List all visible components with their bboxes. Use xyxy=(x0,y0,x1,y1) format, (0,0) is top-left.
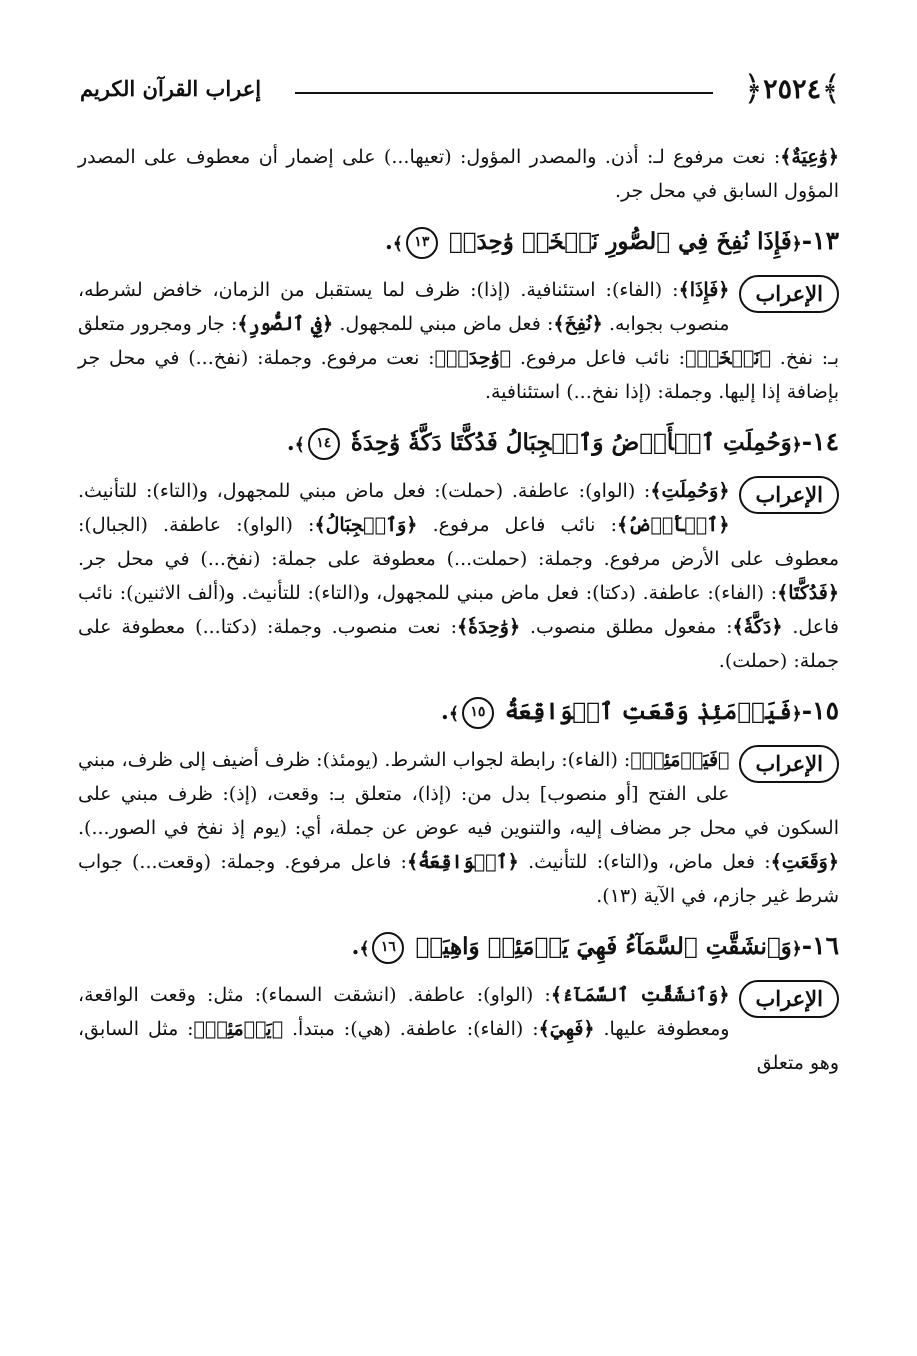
irab-paragraph xyxy=(78,978,839,1080)
verse-heading: ١٣-﴿فَإِذَا نُفِخَ فِي ٱلصُّورِ نَفۡخَةٞ وَٰحِدَةٞ ١٣﴾. xyxy=(78,222,839,263)
commentary-text: : (الفاء): عاطفة. (دكتا): فعل ماض مبني للمجهول، و(التاء): للتأنيث. و(ألف الاثنين): نائب فاعل. xyxy=(78,582,839,638)
irab-paragraph xyxy=(78,273,839,409)
ornament-open: ﴿ xyxy=(791,939,802,959)
page-header xyxy=(80,66,841,110)
commentary-text: : فعل ماض، و(التاء): للتأنيث. xyxy=(518,851,771,873)
commentary-text: : جار ومجرور متعلق بـ: نفخ. xyxy=(78,313,839,369)
quran-word: ﴿يَوۡمَئِذٖ﴾ xyxy=(193,1018,284,1040)
ornament-close: ﴾ xyxy=(359,939,370,959)
page-content xyxy=(78,140,839,1094)
verse-text: فَيَوۡمَئِذٖ وَقَعَتِ ٱلۡوَاقِعَةُ xyxy=(504,698,792,725)
commentary-text: : نائب فاعل مرفوع. xyxy=(417,514,618,536)
ornament-close: ﴾ xyxy=(294,435,305,455)
verse-number: ١٤- xyxy=(801,427,839,456)
verse-text: فَإِذَا نُفِخَ فِي ٱلصُّورِ نَفۡخَةٞ وَٰحِدَةٞ xyxy=(448,228,792,255)
commentary-text: : (الواو): عاطفة. (حملت): فعل ماض مبني للمجهول، و(التاء): للتأنيث. xyxy=(78,480,651,502)
intro-paragraph xyxy=(78,140,839,208)
commentary-text: : (الفاء): عاطفة. (هي): مبتدأ. xyxy=(283,1018,539,1040)
commentary-text: : فاعل مرفوع. وجملة: (وقعت...) جواب شرط غير جازم، في الآية (١٣). xyxy=(78,851,839,907)
irab-paragraph xyxy=(78,743,839,913)
quran-word: ﴿فَيَوۡمَئِذٖ﴾ xyxy=(630,749,730,771)
irab-label-badge: الإعراب xyxy=(739,275,839,313)
quran-word: ﴿وَٱلۡجِبَالُ﴾ xyxy=(314,514,418,536)
verse-heading: ١٥-﴿فَيَوۡمَئِذٖ وَقَعَتِ ٱلۡوَاقِعَةُ ١٥﴾. xyxy=(78,692,839,733)
quran-word: ﴿نَفۡخَةٞ﴾ xyxy=(685,347,772,369)
verse-text: وَحُمِلَتِ ٱلۡأَرۡضُ وَٱلۡجِبَالُ فَدُكَّتَا دَكَّةٗ وَٰحِدَةٗ xyxy=(350,429,792,456)
commentary-text: : نعت مرفوع. وجملة: (نفخ...) في محل جر بإضافة إذا إليها. وجملة: (إذا نفخ...) استئنافية. xyxy=(78,347,839,403)
irab-label-badge: الإعراب xyxy=(739,476,839,514)
quran-word: ﴿فَدُكَّتَا﴾ xyxy=(777,582,839,604)
quran-word: ﴿وَٰعِيَةٌ﴾ xyxy=(780,146,839,168)
book-title: إعراب القرآن الكريم xyxy=(80,76,262,101)
quran-word: ﴿وَٰحِدَةٞ﴾ xyxy=(434,347,512,369)
quran-word: ﴿فَهِيَ﴾ xyxy=(538,1018,595,1040)
quran-word: ﴿دَكَّةٗ﴾ xyxy=(732,616,783,638)
commentary-text: : (الواو): عاطفة. (الجبال): معطوف على الأرض مرفوع. وجملة: (حملت...) معطوفة على جملة: (نفخ...) في محل جر. xyxy=(78,514,839,570)
verse-heading: ١٤-﴿وَحُمِلَتِ ٱلۡأَرۡضُ وَٱلۡجِبَالُ فَدُكَّتَا دَكَّةٗ وَٰحِدَةٗ ١٤﴾. xyxy=(78,423,839,464)
commentary-text: : (الفاء): رابطة لجواب الشرط. (يومئذ): ظرف أضيف إلى ظرف، مبني على الفتح [أو منصوب] بدل من: (إذا)، متعلق بـ: وقعت، (إذ): ظرف مبني على السكون في محل جر مضاف إليه، والتنوين فيه عوض عن جملة، أي: (يوم إذ نفخ في الصور...). xyxy=(78,749,839,839)
ornament-open: ﴿ xyxy=(791,234,802,254)
commentary-text: : (الفاء): استئنافية. (إذا): ظرف لما يستقبل من الزمان، خافض لشرطه، منصوب بجوابه. xyxy=(78,279,730,335)
commentary-text: : مثل السابق، وهو متعلق xyxy=(78,1018,839,1074)
header-rule xyxy=(295,92,713,94)
commentary-text: : مفعول مطلق منصوب. xyxy=(520,616,733,638)
ornament-open: ﴿ xyxy=(791,435,802,455)
commentary-text: : (الواو): عاطفة. (انشقت السماء): مثل: وقعت الواقعة، ومعطوفة عليها. xyxy=(78,984,730,1040)
irab-label-badge: الإعراب xyxy=(739,980,839,1018)
quran-word: ﴿فِي ٱلصُّورِ﴾ xyxy=(237,313,334,335)
ornament-close: ﴾ xyxy=(392,234,403,254)
commentary-text: : فعل ماض مبني للمجهول. xyxy=(333,313,554,335)
quran-word: ﴿وَٱنشَقَّتِ ٱلسَّمَآءُ﴾ xyxy=(550,984,730,1006)
quran-word: ﴿وَقَعَتِ﴾ xyxy=(770,851,839,873)
quran-word: ﴿فَإِذَا﴾ xyxy=(678,279,730,301)
irab-label-badge: الإعراب xyxy=(739,745,839,783)
quran-word: ﴿نُفِخَ﴾ xyxy=(553,313,603,335)
verse-number: ١٣- xyxy=(801,226,839,255)
ornament-open: ﴿ xyxy=(791,704,802,724)
commentary-text: : نائب فاعل مرفوع. xyxy=(511,347,686,369)
verse-list xyxy=(78,222,839,1080)
commentary-text: : نعت منصوب. وجملة: (دكتا...) معطوفة على جملة: (حملت). xyxy=(78,616,839,672)
page-number: ﴿٢٥٢٤﴾ xyxy=(743,69,841,109)
quran-word: ﴿وَحُمِلَتِ﴾ xyxy=(650,480,730,502)
ayah-number-marker: ١٥ xyxy=(462,697,494,729)
verse-heading: ١٦-﴿وَٱنشَقَّتِ ٱلسَّمَآءُ فَهِيَ يَوۡمَئِذٖ وَاهِيَةٞ ١٦﴾. xyxy=(78,927,839,968)
quran-word: ﴿ٱلۡوَاقِعَةُ﴾ xyxy=(406,851,519,873)
ayah-number-marker: ١٦ xyxy=(372,932,404,964)
verse-number: ١٦- xyxy=(801,931,839,960)
quran-word: ﴿ٱلۡأَرۡضُ﴾ xyxy=(617,514,730,536)
ornament-close: ﴾ xyxy=(448,704,459,724)
ayah-number-marker: ١٤ xyxy=(308,428,340,460)
verse-text: وَٱنشَقَّتِ ٱلسَّمَآءُ فَهِيَ يَوۡمَئِذٖ وَاهِيَةٞ xyxy=(415,933,792,960)
ayah-number-marker: ١٣ xyxy=(406,227,438,259)
commentary-text: : نعت مرفوع لـ: أذن. والمصدر المؤول: (تعيها...) على إضمار أن معطوف على المصدر المؤول السابق في محل جر. xyxy=(78,146,839,202)
quran-word: ﴿وَٰحِدَةٗ﴾ xyxy=(456,616,521,638)
verse-number: ١٥- xyxy=(801,696,839,725)
irab-paragraph xyxy=(78,474,839,678)
